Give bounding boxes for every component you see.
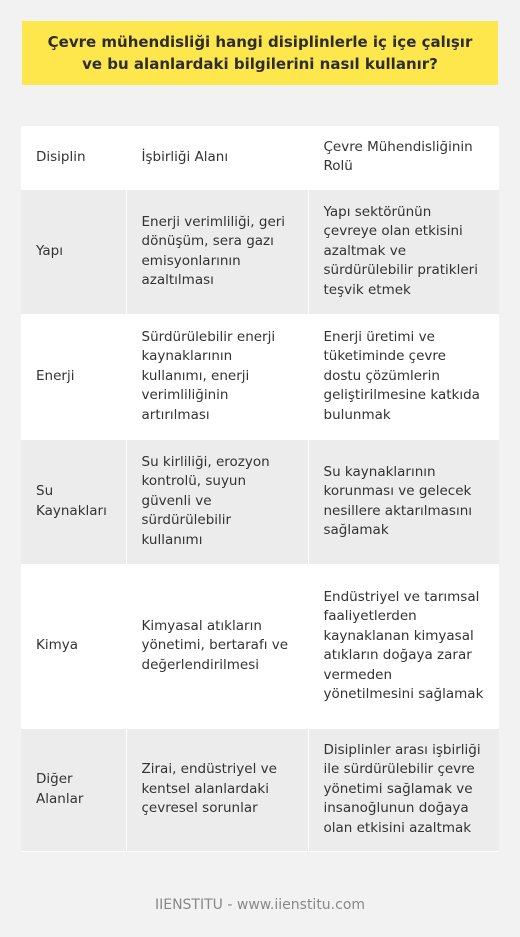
title-banner: [22, 21, 498, 85]
cell-collaboration-area: Zirai, endüstriyel ve kentsel alanlardaki çevresel sorunlar: [126, 728, 308, 851]
header-discipline: Disiplin: [21, 126, 126, 189]
cell-role: Disiplinler arası işbirliği ile sürdürülebilir çevre yönetimi sağlamak ve insanoğlunun doğaya olan etkisini azaltmak: [308, 728, 499, 851]
cell-collaboration-area: Enerji verimliliği, geri dönüşüm, sera gazı emisyonlarının azaltılması: [126, 189, 308, 314]
page-title: Çevre mühendisliği hangi disiplinlerle iç içe çalışır ve bu alanlardaki bilgilerini nasıl kullanır?: [47, 33, 473, 73]
table-row: [21, 189, 499, 314]
table-row: [21, 314, 499, 439]
cell-discipline: Kimya: [21, 564, 126, 728]
cell-discipline: Yapı: [21, 189, 126, 314]
header-role: Çevre Mühendisliğinin Rolü: [308, 126, 499, 189]
header-collaboration-area: İşbirliği Alanı: [126, 126, 308, 189]
cell-collaboration-area: Su kirliliği, erozyon kontrolü, suyun güvenli ve sürdürülebilir kullanımı: [126, 439, 308, 564]
table-header-row: [21, 126, 499, 189]
cell-role: Endüstriyel ve tarımsal faaliyetlerden kaynaklanan kimyasal atıkların doğaya zarar vermeden yönetilmesini sağlamak: [308, 564, 499, 728]
cell-discipline: Enerji: [21, 314, 126, 439]
cell-role: Enerji üretimi ve tüketiminde çevre dostu çözümlerin geliştirilmesine katkıda bulunmak: [308, 314, 499, 439]
cell-discipline: Diğer Alanlar: [21, 728, 126, 851]
cell-role: Su kaynaklarının korunması ve gelecek nesillere aktarılmasını sağlamak: [308, 439, 499, 564]
table-row: [21, 439, 499, 564]
table-row: [21, 564, 499, 728]
cell-collaboration-area: Sürdürülebilir enerji kaynaklarının kullanımı, enerji verimliliğinin artırılması: [126, 314, 308, 439]
cell-collaboration-area: Kimyasal atıkların yönetimi, bertarafı ve değerlendirilmesi: [126, 564, 308, 728]
table-row: [21, 728, 499, 851]
footer-credit: IIENSTITU - www.iienstitu.com: [154, 897, 366, 913]
disciplines-table: [21, 126, 499, 852]
cell-discipline: Su Kaynakları: [21, 439, 126, 564]
cell-role: Yapı sektörünün çevreye olan etkisini azaltmak ve sürdürülebilir pratikleri teşvik etmek: [308, 189, 499, 314]
